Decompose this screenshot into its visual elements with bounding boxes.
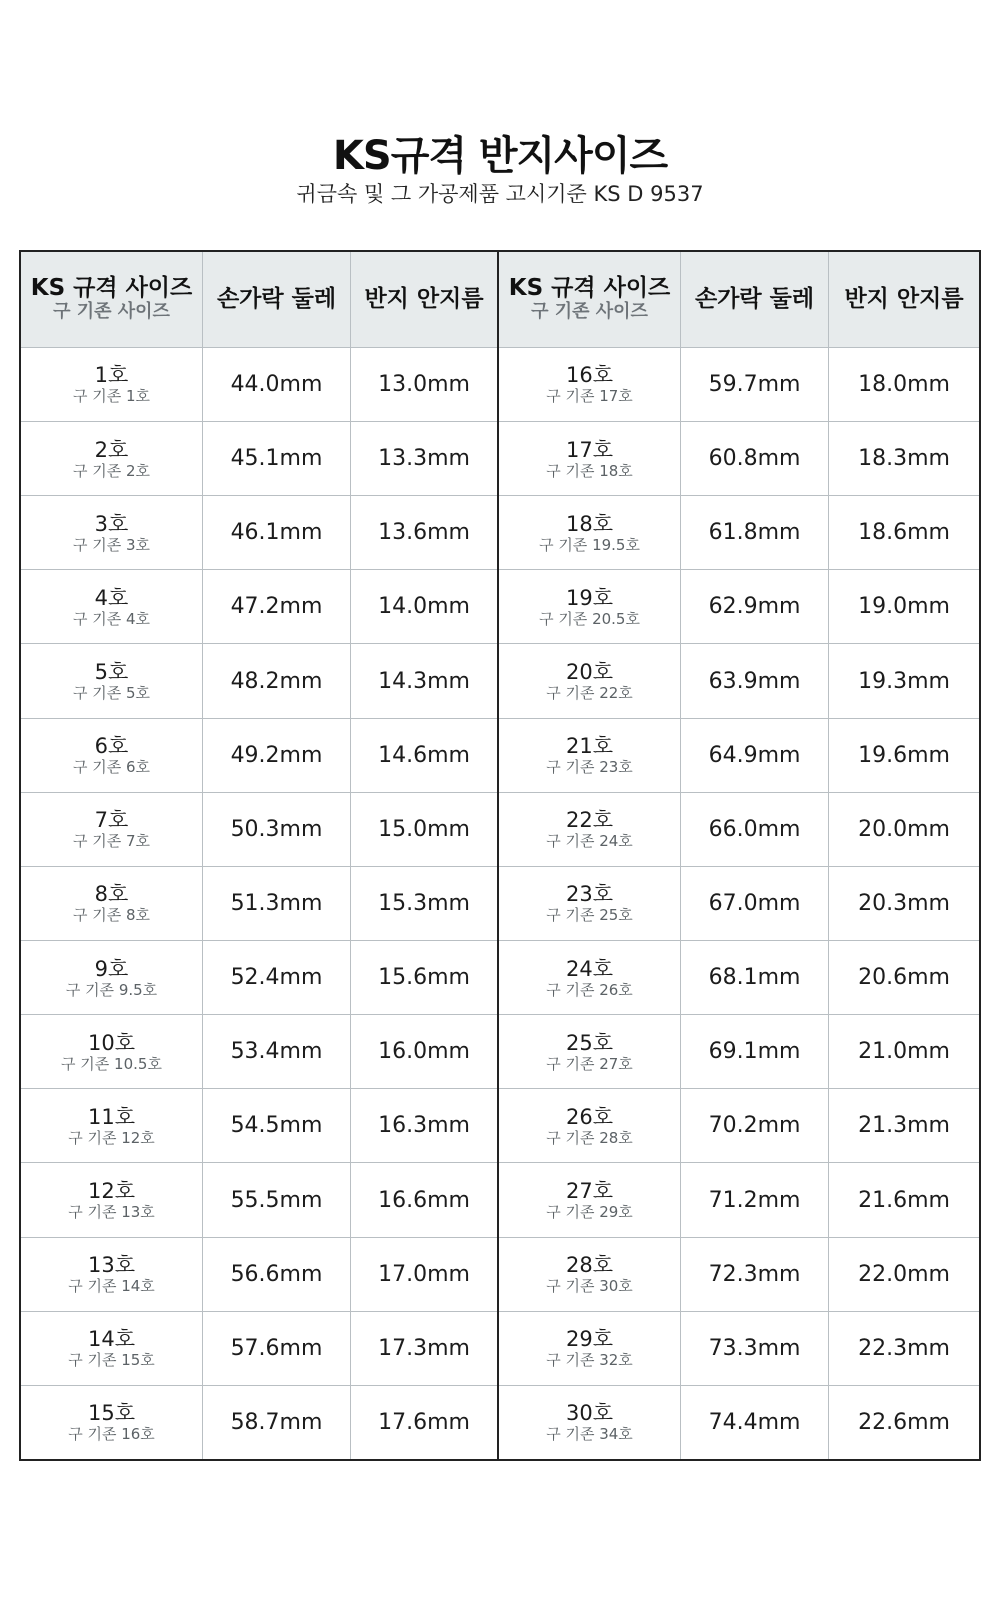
size-cell [499, 941, 681, 1014]
header-size-label: KS 규격 사이즈 [30, 275, 193, 302]
diameter-cell [829, 1015, 979, 1088]
circumference-cell [203, 1386, 351, 1459]
size-cell [499, 719, 681, 792]
old-size: 구 기존 34호 [546, 1425, 633, 1444]
circumference-cell [203, 1312, 351, 1385]
size-cell [499, 1238, 681, 1311]
diameter-cell [351, 1386, 497, 1459]
diameter-value: 13.3mm [378, 446, 470, 472]
diameter-cell [351, 496, 497, 569]
circumference-cell [681, 941, 829, 1014]
table-row [499, 1089, 979, 1163]
table-row [21, 422, 497, 496]
old-size: 구 기존 26호 [546, 980, 633, 999]
size-cell [499, 422, 681, 495]
diameter-value: 16.6mm [378, 1187, 470, 1213]
diameter-cell [829, 941, 979, 1014]
header-circumference-cell [203, 252, 351, 347]
header-diameter-label: 반지 안지름 [364, 286, 484, 313]
circumference-cell [203, 1015, 351, 1088]
size-cell [499, 1386, 681, 1459]
table-header-row [499, 252, 979, 348]
circumference-cell [203, 570, 351, 643]
circumference-value: 73.3mm [708, 1335, 801, 1361]
ks-size: 16호 [566, 363, 614, 388]
old-size: 구 기존 13호 [68, 1203, 155, 1221]
circumference-value: 61.8mm [708, 520, 801, 546]
page-title: KS규격 반지사이즈 [332, 133, 668, 179]
circumference-cell [681, 1089, 829, 1162]
table-row [21, 496, 497, 570]
diameter-cell [351, 719, 497, 792]
table-row [21, 1089, 497, 1163]
circumference-cell [681, 496, 829, 569]
ks-size: 23호 [566, 882, 614, 907]
diameter-cell [351, 1163, 497, 1236]
ks-size: 10호 [87, 1030, 135, 1055]
circumference-value: 50.3mm [230, 816, 323, 842]
size-cell [499, 496, 681, 569]
old-size: 구 기존 17호 [546, 387, 633, 406]
diameter-value: 21.3mm [858, 1113, 950, 1139]
circumference-value: 70.2mm [708, 1113, 801, 1139]
circumference-value: 54.5mm [230, 1113, 323, 1139]
old-size: 구 기존 14호 [68, 1277, 155, 1296]
header-circumference-cell [681, 252, 829, 347]
old-size: 구 기존 5호 [72, 684, 151, 703]
old-size: 구 기존 22호 [546, 684, 633, 703]
circumference-cell [681, 1386, 829, 1459]
diameter-cell [829, 1238, 979, 1311]
diameter-value: 19.6mm [858, 742, 950, 768]
old-size: 구 기존 6호 [72, 758, 151, 777]
table-header-row [21, 252, 497, 348]
diameter-value: 22.3mm [858, 1335, 950, 1361]
ks-size: 18호 [566, 511, 614, 536]
diameter-cell [829, 570, 979, 643]
circumference-cell [203, 793, 351, 866]
circumference-value: 55.5mm [230, 1187, 323, 1213]
diameter-cell [829, 719, 979, 792]
diameter-value: 18.6mm [858, 520, 950, 546]
circumference-cell [203, 422, 351, 495]
circumference-cell [681, 1238, 829, 1311]
old-size: 구 기존 19.5호 [539, 535, 640, 554]
header-size-cell [499, 252, 681, 347]
table-row [21, 941, 497, 1015]
table-row [21, 1386, 497, 1459]
circumference-cell [681, 719, 829, 792]
diameter-value: 22.0mm [858, 1261, 950, 1287]
diameter-value: 21.6mm [858, 1187, 950, 1213]
size-cell [21, 644, 203, 717]
header-circumference-label: 손가락 둘레 [216, 286, 337, 313]
size-cell [499, 1163, 681, 1236]
old-size: 구 기존 10.5호 [61, 1054, 162, 1073]
diameter-value: 18.0mm [858, 371, 950, 397]
diameter-cell [829, 348, 979, 421]
size-cell [21, 941, 203, 1014]
circumference-value: 74.4mm [708, 1409, 801, 1435]
circumference-value: 44.0mm [230, 371, 323, 397]
size-cell [21, 1312, 203, 1385]
circumference-cell [203, 644, 351, 717]
ks-size: 12호 [87, 1179, 135, 1203]
page-subtitle: 귀금속 및 그 가공제품 고시기준 KS D 9537 [296, 182, 704, 206]
circumference-cell [681, 793, 829, 866]
size-cell [21, 422, 203, 495]
ks-size: 9호 [94, 956, 129, 981]
circumference-value: 46.1mm [230, 520, 323, 546]
diameter-value: 20.0mm [858, 816, 950, 842]
diameter-cell [829, 1089, 979, 1162]
diameter-cell [829, 793, 979, 866]
size-cell [499, 793, 681, 866]
ks-size: 20호 [566, 660, 614, 685]
header-old-size-label: 구 기존 사이즈 [531, 301, 648, 323]
ks-size: 17호 [566, 437, 614, 462]
diameter-cell [351, 793, 497, 866]
table-row [21, 719, 497, 793]
table-row [21, 1238, 497, 1312]
diameter-cell [351, 422, 497, 495]
table-row [21, 570, 497, 644]
old-size: 구 기존 3호 [72, 535, 151, 554]
ks-size: 3호 [94, 511, 129, 536]
circumference-value: 69.1mm [708, 1039, 801, 1065]
size-cell [21, 348, 203, 421]
old-size: 구 기존 32호 [546, 1351, 633, 1370]
diameter-cell [351, 348, 497, 421]
old-size: 구 기존 23호 [546, 758, 633, 777]
ks-size: 1호 [94, 363, 129, 388]
old-size: 구 기존 30호 [546, 1277, 633, 1296]
old-size: 구 기존 29호 [546, 1203, 633, 1221]
diameter-cell [829, 1312, 979, 1385]
diameter-value: 15.0mm [378, 816, 470, 842]
table-row [499, 348, 979, 422]
table-row [21, 1163, 497, 1237]
ks-size: 21호 [566, 734, 614, 759]
ks-size: 13호 [87, 1253, 135, 1278]
table-row [499, 570, 979, 644]
diameter-value: 13.6mm [378, 520, 470, 546]
old-size: 구 기존 16호 [68, 1425, 155, 1444]
table-row [21, 348, 497, 422]
circumference-value: 53.4mm [230, 1039, 323, 1065]
size-cell [499, 1015, 681, 1088]
size-cell [499, 867, 681, 940]
circumference-cell [203, 1089, 351, 1162]
old-size: 구 기존 15호 [68, 1351, 155, 1370]
circumference-value: 59.7mm [708, 371, 801, 397]
size-cell [21, 1089, 203, 1162]
table-row [499, 793, 979, 867]
old-size: 구 기존 2호 [72, 461, 151, 480]
circumference-value: 71.2mm [708, 1187, 801, 1213]
diameter-cell [829, 422, 979, 495]
old-size: 구 기존 4호 [72, 609, 151, 628]
table-row [499, 867, 979, 941]
diameter-value: 19.0mm [858, 594, 950, 620]
circumference-value: 58.7mm [230, 1409, 323, 1435]
diameter-value: 19.3mm [858, 668, 950, 694]
ks-size: 14호 [87, 1327, 135, 1352]
ks-size: 6호 [94, 734, 129, 759]
table-row [21, 867, 497, 941]
circumference-cell [681, 1015, 829, 1088]
ks-size: 11호 [87, 1104, 135, 1129]
diameter-cell [829, 496, 979, 569]
old-size: 구 기존 8호 [72, 906, 151, 925]
diameter-value: 13.0mm [378, 371, 470, 397]
ks-size: 4호 [94, 585, 129, 610]
diameter-value: 14.0mm [378, 594, 470, 620]
size-cell [21, 719, 203, 792]
circumference-value: 66.0mm [708, 816, 801, 842]
circumference-value: 60.8mm [708, 446, 801, 472]
diameter-cell [351, 867, 497, 940]
ks-size: 26호 [566, 1104, 614, 1129]
ks-size: 7호 [94, 808, 129, 833]
diameter-value: 22.6mm [858, 1409, 950, 1435]
circumference-value: 47.2mm [230, 594, 323, 620]
size-cell [21, 1015, 203, 1088]
header-size-label: KS 규격 사이즈 [508, 275, 671, 302]
table-row [21, 793, 497, 867]
ks-size: 29호 [566, 1327, 614, 1352]
table-row [499, 1163, 979, 1237]
diameter-cell [351, 1312, 497, 1385]
circumference-cell [681, 644, 829, 717]
circumference-cell [203, 348, 351, 421]
diameter-cell [351, 941, 497, 1014]
circumference-value: 57.6mm [230, 1335, 323, 1361]
table-row [21, 1015, 497, 1089]
table-row [21, 644, 497, 718]
table-row [499, 422, 979, 496]
circumference-cell [203, 719, 351, 792]
diameter-value: 16.3mm [378, 1113, 470, 1139]
diameter-value: 20.6mm [858, 965, 950, 991]
header-diameter-label: 반지 안지름 [844, 286, 964, 313]
old-size: 구 기존 9.5호 [65, 980, 158, 999]
table-row [499, 1015, 979, 1089]
diameter-value: 20.3mm [858, 890, 950, 916]
diameter-value: 16.0mm [378, 1039, 470, 1065]
ks-size: 28호 [566, 1253, 614, 1278]
circumference-cell [203, 1163, 351, 1236]
diameter-value: 18.3mm [858, 446, 950, 472]
table-row [499, 496, 979, 570]
old-size: 구 기존 7호 [72, 832, 151, 851]
diameter-value: 15.6mm [378, 965, 470, 991]
size-cell [499, 1089, 681, 1162]
ks-size: 22호 [566, 808, 614, 833]
table-row [499, 719, 979, 793]
header-diameter-cell [829, 252, 979, 347]
circumference-cell [681, 867, 829, 940]
size-cell [499, 644, 681, 717]
table-row [499, 1238, 979, 1312]
table-half-left [21, 252, 499, 1459]
circumference-value: 62.9mm [708, 594, 801, 620]
table-row [499, 1386, 979, 1459]
diameter-cell [829, 1163, 979, 1236]
ks-size: 25호 [566, 1030, 614, 1055]
size-cell [499, 1312, 681, 1385]
ks-size: 30호 [566, 1401, 614, 1426]
ks-size: 24호 [566, 956, 614, 981]
diameter-cell [829, 644, 979, 717]
circumference-cell [681, 570, 829, 643]
ks-size: 2호 [94, 437, 129, 462]
circumference-value: 72.3mm [708, 1261, 801, 1287]
ks-size: 5호 [94, 660, 129, 685]
old-size: 구 기존 27호 [546, 1054, 633, 1073]
diameter-value: 17.0mm [378, 1261, 470, 1287]
diameter-value: 14.3mm [378, 668, 470, 694]
circumference-value: 64.9mm [708, 742, 801, 768]
old-size: 구 기존 12호 [68, 1128, 155, 1147]
table-row [499, 941, 979, 1015]
table-row [499, 1312, 979, 1386]
circumference-cell [203, 1238, 351, 1311]
size-cell [21, 793, 203, 866]
header-old-size-label: 구 기존 사이즈 [53, 301, 170, 323]
table-row [21, 1312, 497, 1386]
circumference-cell [681, 1163, 829, 1236]
table-half-right [499, 252, 979, 1459]
header-circumference-label: 손가락 둘레 [694, 286, 815, 313]
diameter-cell [829, 1386, 979, 1459]
diameter-value: 17.3mm [378, 1335, 470, 1361]
size-cell [21, 1386, 203, 1459]
size-cell [21, 570, 203, 643]
ks-size: 19호 [566, 585, 614, 610]
circumference-value: 45.1mm [230, 446, 323, 472]
circumference-value: 68.1mm [708, 965, 801, 991]
diameter-cell [351, 644, 497, 717]
ks-size: 27호 [566, 1179, 614, 1203]
header-size-cell [21, 252, 203, 347]
circumference-value: 51.3mm [230, 890, 323, 916]
table-row [499, 644, 979, 718]
circumference-cell [203, 867, 351, 940]
old-size: 구 기존 18호 [546, 461, 633, 480]
circumference-cell [681, 1312, 829, 1385]
circumference-value: 63.9mm [708, 668, 801, 694]
circumference-cell [681, 422, 829, 495]
diameter-cell [351, 570, 497, 643]
size-cell [499, 348, 681, 421]
circumference-cell [681, 348, 829, 421]
ks-size: 8호 [94, 882, 129, 907]
size-cell [21, 1163, 203, 1236]
circumference-value: 67.0mm [708, 890, 801, 916]
header-diameter-cell [351, 252, 497, 347]
diameter-cell [351, 1238, 497, 1311]
diameter-value: 21.0mm [858, 1039, 950, 1065]
ks-size: 15호 [87, 1401, 135, 1426]
circumference-value: 49.2mm [230, 742, 323, 768]
diameter-value: 15.3mm [378, 890, 470, 916]
diameter-cell [351, 1089, 497, 1162]
size-cell [21, 867, 203, 940]
diameter-cell [829, 867, 979, 940]
size-cell [21, 496, 203, 569]
diameter-cell [351, 1015, 497, 1088]
old-size: 구 기존 1호 [72, 387, 151, 406]
old-size: 구 기존 25호 [546, 906, 633, 925]
diameter-value: 17.6mm [378, 1409, 470, 1435]
circumference-cell [203, 941, 351, 1014]
ring-size-table [19, 250, 981, 1461]
old-size: 구 기존 24호 [546, 832, 633, 851]
size-cell [499, 570, 681, 643]
old-size: 구 기존 28호 [546, 1128, 633, 1147]
old-size: 구 기존 20.5호 [539, 609, 640, 628]
diameter-value: 14.6mm [378, 742, 470, 768]
size-cell [21, 1238, 203, 1311]
circumference-value: 56.6mm [230, 1261, 323, 1287]
circumference-value: 52.4mm [230, 965, 323, 991]
circumference-cell [203, 496, 351, 569]
circumference-value: 48.2mm [230, 668, 323, 694]
